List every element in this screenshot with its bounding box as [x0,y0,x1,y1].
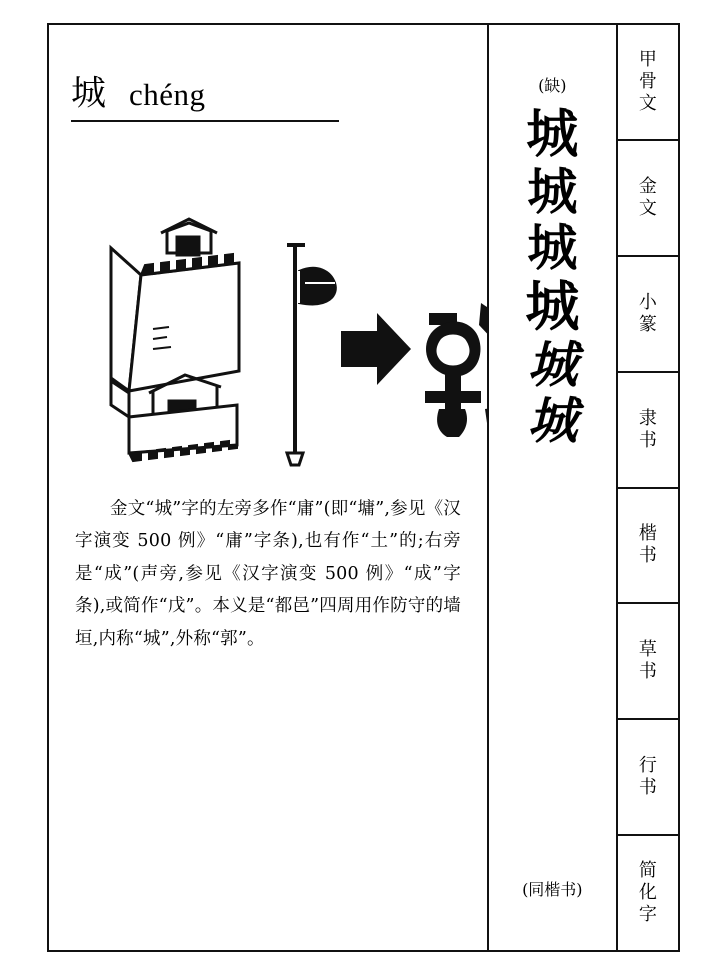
label-line: 小 [638,291,657,313]
script-labels-column [618,25,678,950]
label-jianhuazi [618,836,678,950]
label-line: 书 [638,777,657,799]
headword-pinyin: chéng [129,77,206,112]
label-kaishu [618,489,678,605]
label-xingshu [618,720,678,836]
label-line: 简 [638,860,657,882]
headword-character: 城 [71,74,108,114]
form-glyph-caoshu: 城 [527,334,578,394]
label-jiaguwen [618,25,678,141]
script-forms-column [489,25,618,950]
walled-city-drawing [111,219,239,461]
label-line: 金 [638,175,657,197]
label-line: 书 [638,545,657,567]
label-line: 化 [638,882,657,904]
label-line: 隶 [638,407,657,429]
label-line: 文 [638,92,657,114]
label-line: 骨 [638,70,657,92]
right-arrow-icon [341,313,411,385]
label-line: 书 [638,661,657,683]
label-jinwen [618,141,678,257]
main-column [49,25,489,950]
label-line: 楷 [638,523,657,545]
label-line: 甲 [638,49,657,70]
label-xiaozhuan [618,257,678,373]
label-line: 字 [638,904,657,926]
label-line: 文 [638,197,657,219]
headword-row [49,25,487,143]
forms-note-same-as-kaishu: (同楷书) [522,880,583,899]
explanation-text: 金文“城”字的左旁多作“庸”(即“墉”,参见《汉字演变 500 例》“庸”字条),也有作“土”的;右旁是“成”(声旁,参见《汉字演变 500 例》“成”字条),或简作“戊”。本义是“都邑”四周用作防守的墙垣,内称“城”,外称“郭”。 [75,499,461,649]
axe-drawing [287,245,336,465]
form-glyph-xiaozhuan: 城 [527,162,578,222]
label-line: 草 [638,639,657,661]
forms-note-missing: (缺) [538,76,567,95]
label-line: 篆 [638,313,657,335]
label-line: 行 [638,755,657,777]
form-glyph-xingshu: 城 [527,390,578,450]
entry-frame [47,23,680,952]
label-caoshu [618,604,678,720]
form-glyph-kaishu: 城 [525,274,580,339]
bronze-script-character [425,303,489,437]
etymology-illustration [49,153,487,483]
forms-stack [525,106,579,877]
form-glyph-jinwen: 城 [526,104,579,165]
headword-underline [71,120,339,122]
form-glyph-lishu: 城 [527,218,578,278]
label-lishu [618,373,678,489]
label-line: 书 [638,429,657,451]
